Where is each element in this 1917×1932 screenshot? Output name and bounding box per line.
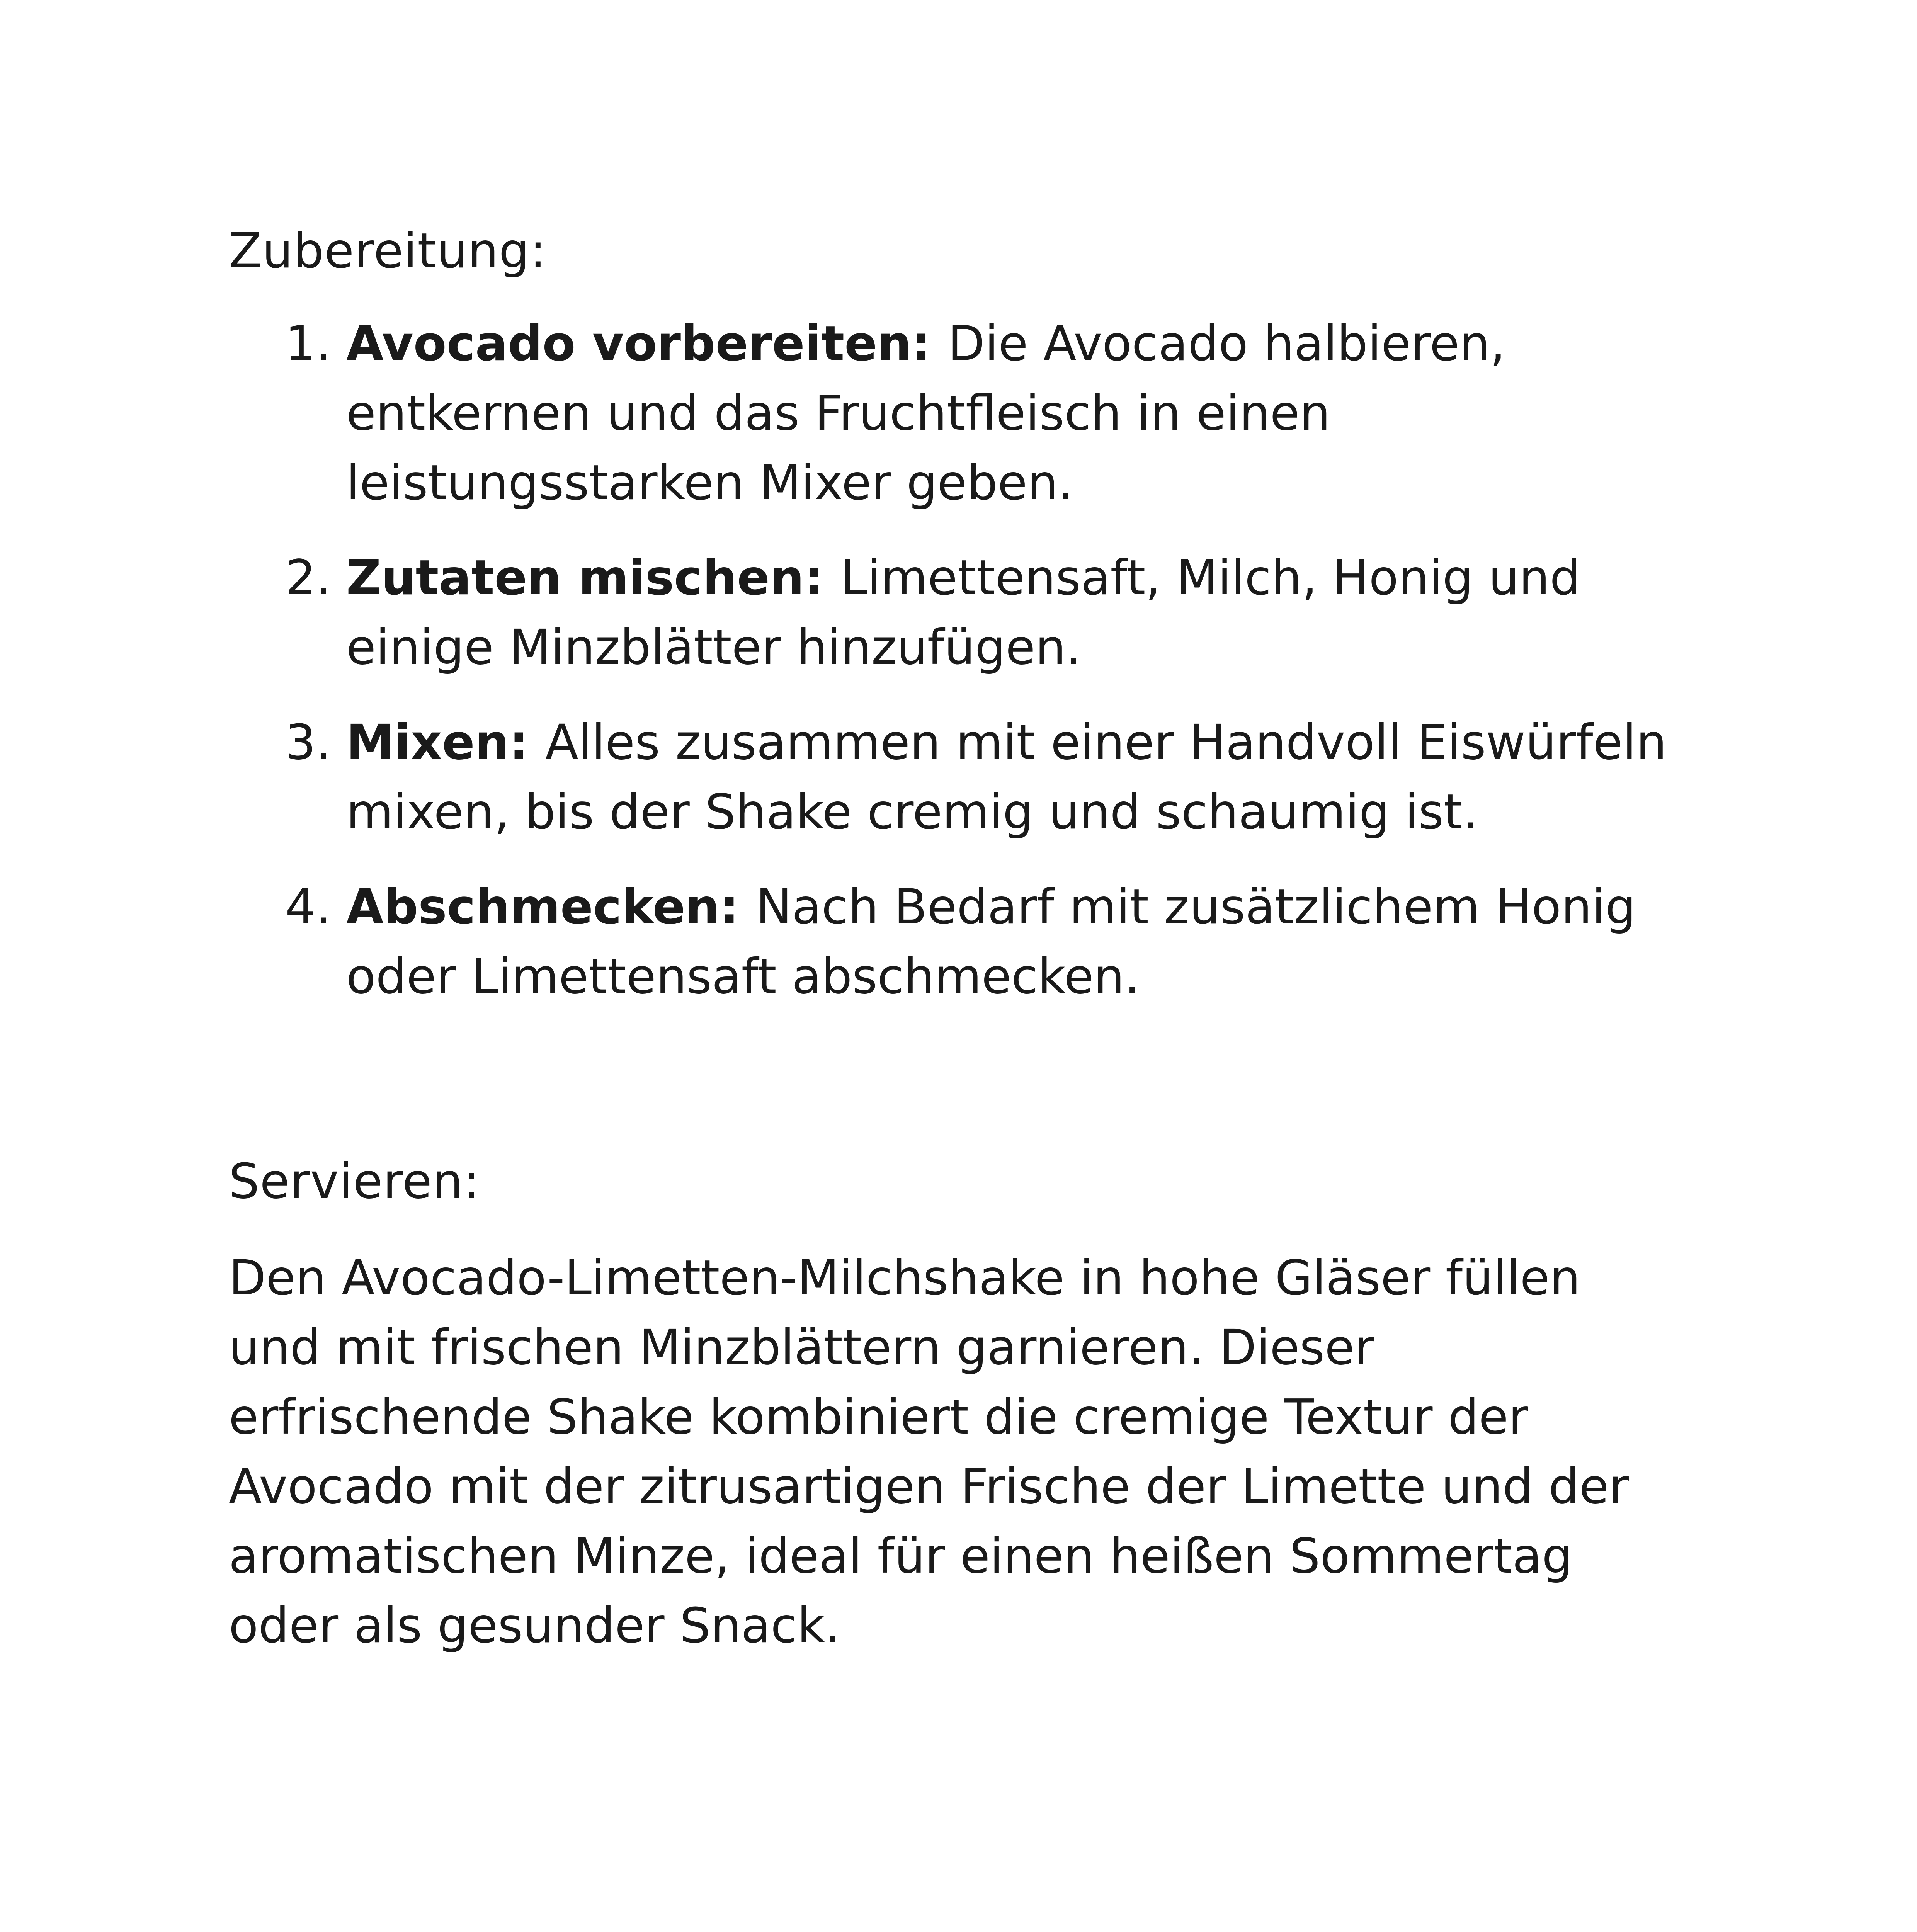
preparation-heading: Zubereitung: — [229, 223, 547, 279]
step-number: 3. — [285, 714, 332, 770]
step-item — [229, 872, 1686, 1012]
step-item — [229, 708, 1686, 847]
step-title: Zutaten mischen: — [346, 550, 840, 606]
step-title: Mixen: — [346, 714, 546, 770]
step-title: Abschmecken: — [346, 879, 756, 935]
serving-paragraph: Den Avocado-Limetten-Milchshake in hohe Gläser füllen und mit frischen Minzblättern garnieren. Dieser erfrischende Shake kombiniert die cremige Textur der Avocado mit der zitrusartigen Frische der Limette und der aromatischen Minze, ideal für einen heißen Sommertag oder als gesunder Snack. — [229, 1250, 1629, 1654]
step-text: Die Avocado halbieren, entkernen und das Fruchtfleisch in einen leistungsstarken Mixer geben. — [346, 316, 1505, 511]
step-text: Nach Bedarf mit zusätzlichem Honig oder Limettensaft abschmecken. — [346, 879, 1636, 1005]
step-item — [229, 309, 1686, 518]
step-text: Alles zusammen mit einer Handvoll Eiswürfeln mixen, bis der Shake cremig und schaumig ist. — [346, 714, 1667, 840]
step-item — [229, 543, 1686, 682]
step-number: 4. — [285, 879, 332, 935]
step-number: 2. — [285, 550, 332, 606]
step-title: Avocado vorbereiten: — [346, 316, 948, 372]
serving-heading: Servieren: — [229, 1153, 480, 1209]
step-number: 1. — [285, 316, 332, 372]
preparation-steps-list — [229, 309, 1686, 1012]
step-text: Limettensaft, Milch, Honig und einige Minzblätter hinzufügen. — [346, 550, 1580, 675]
page-content — [229, 216, 1686, 1661]
